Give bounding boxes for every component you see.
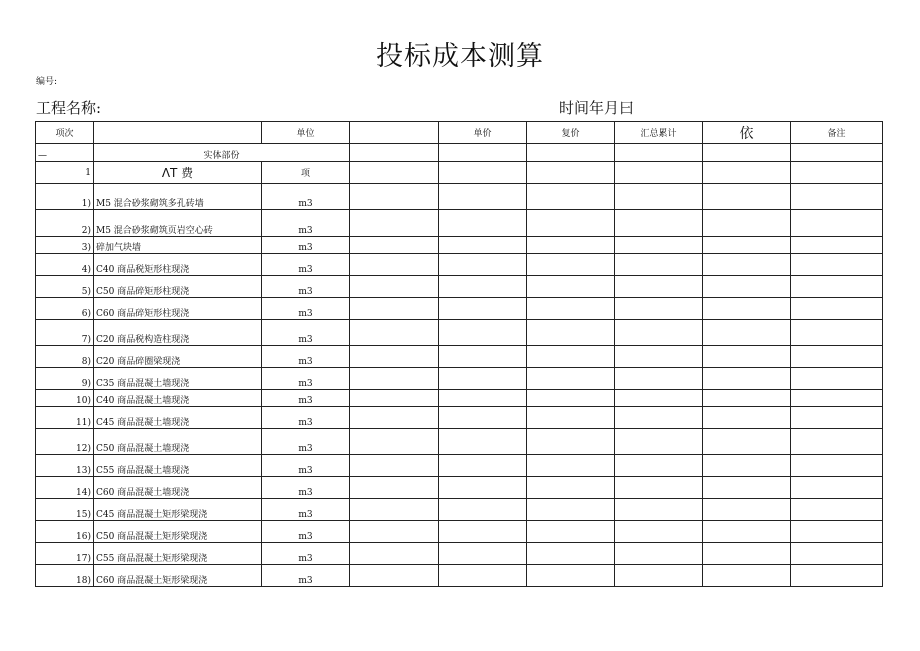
row-empty-cell [527, 390, 615, 407]
row-unit: m3 [262, 237, 350, 254]
row-item-name: C55 商品混凝土墙现浇 [94, 455, 262, 477]
row-empty-cell [791, 346, 883, 368]
table-row [36, 320, 883, 346]
row-item-name: C60 商品混凝土矩形梁现浇 [94, 565, 262, 587]
row-empty-cell [350, 455, 439, 477]
row-empty-cell [527, 477, 615, 499]
row-empty-cell [350, 320, 439, 346]
row-empty-cell [791, 276, 883, 298]
row-empty-cell [439, 346, 527, 368]
row-empty-cell [350, 499, 439, 521]
row-empty-cell [439, 254, 527, 276]
row-item-name: C50 商品混凝土墙现浇 [94, 429, 262, 455]
table-row [36, 521, 883, 543]
row-unit: m3 [262, 565, 350, 587]
row-empty-cell [439, 390, 527, 407]
row-unit: m3 [262, 390, 350, 407]
row-empty-cell [439, 521, 527, 543]
table-row [36, 429, 883, 455]
table-row [36, 298, 883, 320]
header-item-no: 项次 [36, 122, 94, 144]
row-empty-cell [527, 254, 615, 276]
table-row [36, 210, 883, 237]
row-empty-cell [350, 237, 439, 254]
row-empty-cell [527, 429, 615, 455]
row-item-name: C55 商品混凝土矩形梁现浇 [94, 543, 262, 565]
row-empty-cell [791, 477, 883, 499]
row-empty-cell [350, 543, 439, 565]
row-index: 4) [36, 254, 94, 276]
row-index: 8) [36, 346, 94, 368]
table-row [36, 184, 883, 210]
row-item-name: M5 混合砂浆砌筑页岩空心砖 [94, 210, 262, 237]
header-unit: 单位 [262, 122, 350, 144]
row-empty-cell [350, 390, 439, 407]
row-empty-cell [703, 477, 791, 499]
row-index: 3) [36, 237, 94, 254]
table-row [36, 368, 883, 390]
row-item-name: C20 商品税构造柱现浇 [94, 320, 262, 346]
row-empty-cell [791, 565, 883, 587]
row-empty-cell [791, 543, 883, 565]
row-unit: m3 [262, 368, 350, 390]
row-unit: m3 [262, 407, 350, 429]
row-empty-cell [350, 276, 439, 298]
table-row [36, 346, 883, 368]
row-empty-cell [791, 210, 883, 237]
row-index: 5) [36, 276, 94, 298]
row-index: 12) [36, 429, 94, 455]
row-empty-cell [439, 565, 527, 587]
row-empty-cell [350, 565, 439, 587]
row-empty-cell [350, 407, 439, 429]
row-index: 11) [36, 407, 94, 429]
row-empty-cell [615, 210, 703, 237]
header-extra: 依 [703, 122, 791, 144]
row-unit: m3 [262, 499, 350, 521]
row-unit: m3 [262, 429, 350, 455]
row-empty-cell [439, 455, 527, 477]
row-empty-cell [703, 407, 791, 429]
row-empty-cell [615, 565, 703, 587]
row-index: 15) [36, 499, 94, 521]
row-item-name: C35 商品混凝土墙现浇 [94, 368, 262, 390]
row-empty-cell [703, 368, 791, 390]
row-unit: m3 [262, 521, 350, 543]
table-row [36, 499, 883, 521]
row-empty-cell [439, 237, 527, 254]
row-item-name: C20 商品碎圈梁现浇 [94, 346, 262, 368]
row-unit: m3 [262, 455, 350, 477]
row-empty-cell [703, 346, 791, 368]
row-empty-cell [439, 429, 527, 455]
row-item-name: C45 商品混凝土矩形梁现浇 [94, 499, 262, 521]
row-unit: m3 [262, 184, 350, 210]
row-empty-cell [791, 390, 883, 407]
row-empty-cell [527, 320, 615, 346]
table-row [36, 237, 883, 254]
row-empty-cell [439, 320, 527, 346]
row-item-name: C45 商品混凝土墙现浇 [94, 407, 262, 429]
row-empty-cell [439, 477, 527, 499]
row-empty-cell [527, 276, 615, 298]
row-empty-cell [527, 237, 615, 254]
row-empty-cell [350, 477, 439, 499]
row-empty-cell [527, 543, 615, 565]
row-empty-cell [527, 521, 615, 543]
section-index: — [36, 144, 94, 162]
row-index: 1) [36, 184, 94, 210]
row-empty-cell [791, 499, 883, 521]
row-empty-cell [703, 455, 791, 477]
row-empty-cell [791, 320, 883, 346]
row-empty-cell [703, 298, 791, 320]
row-item-name: C40 商品税矩形柱现浇 [94, 254, 262, 276]
row-empty-cell [791, 184, 883, 210]
subsection-name: ΛT 费 [94, 162, 262, 184]
row-empty-cell [439, 210, 527, 237]
row-empty-cell [615, 390, 703, 407]
table-row [36, 543, 883, 565]
row-empty-cell [350, 210, 439, 237]
row-index: 13) [36, 455, 94, 477]
row-index: 16) [36, 521, 94, 543]
row-index: 9) [36, 368, 94, 390]
table-row [36, 455, 883, 477]
row-empty-cell [439, 407, 527, 429]
row-empty-cell [703, 320, 791, 346]
row-empty-cell [350, 346, 439, 368]
cost-table [35, 121, 883, 587]
row-empty-cell [615, 237, 703, 254]
header-unit-price: 单价 [439, 122, 527, 144]
table-row [36, 276, 883, 298]
row-empty-cell [527, 455, 615, 477]
row-unit: m3 [262, 477, 350, 499]
row-unit: m3 [262, 276, 350, 298]
row-empty-cell [439, 499, 527, 521]
table-row [36, 407, 883, 429]
header-remarks: 备注 [791, 122, 883, 144]
row-unit: m3 [262, 320, 350, 346]
row-item-name: M5 混合砂浆砌筑多孔砖墙 [94, 184, 262, 210]
header-cumulative: 汇总累计 [615, 122, 703, 144]
row-empty-cell [791, 407, 883, 429]
row-empty-cell [527, 407, 615, 429]
row-empty-cell [350, 429, 439, 455]
row-empty-cell [703, 521, 791, 543]
row-empty-cell [703, 429, 791, 455]
row-index: 10) [36, 390, 94, 407]
row-empty-cell [615, 407, 703, 429]
row-empty-cell [703, 390, 791, 407]
row-item-name: 碎加气块墙 [94, 237, 262, 254]
subsection-unit: 项 [262, 162, 350, 184]
header-quantity [350, 122, 439, 144]
row-empty-cell [527, 298, 615, 320]
table-row [36, 254, 883, 276]
section-name: 实体部份 [94, 144, 350, 162]
row-index: 7) [36, 320, 94, 346]
row-item-name: C60 商品碎矩形柱现浇 [94, 298, 262, 320]
page-title: 投标成本测算 [376, 41, 544, 72]
row-empty-cell [527, 368, 615, 390]
row-unit: m3 [262, 543, 350, 565]
row-index: 2) [36, 210, 94, 237]
row-item-name: C50 商品碎矩形柱现浇 [94, 276, 262, 298]
row-empty-cell [350, 184, 439, 210]
row-empty-cell [615, 455, 703, 477]
row-unit: m3 [262, 298, 350, 320]
row-empty-cell [350, 368, 439, 390]
row-empty-cell [791, 298, 883, 320]
project-name-label: 工程名称: [36, 99, 102, 117]
row-item-name: C50 商品混凝土矩形梁现浇 [94, 521, 262, 543]
row-empty-cell [703, 499, 791, 521]
row-empty-cell [527, 210, 615, 237]
row-empty-cell [791, 368, 883, 390]
row-empty-cell [527, 499, 615, 521]
row-index: 17) [36, 543, 94, 565]
row-empty-cell [703, 184, 791, 210]
table-row [36, 477, 883, 499]
row-empty-cell [615, 254, 703, 276]
row-item-name: C60 商品混凝土墙现浇 [94, 477, 262, 499]
row-empty-cell [439, 184, 527, 210]
row-empty-cell [350, 298, 439, 320]
row-empty-cell [791, 429, 883, 455]
row-empty-cell [615, 320, 703, 346]
row-empty-cell [703, 237, 791, 254]
row-empty-cell [615, 429, 703, 455]
row-unit: m3 [262, 210, 350, 237]
row-empty-cell [615, 499, 703, 521]
row-empty-cell [615, 477, 703, 499]
row-item-name: C40 商品混凝土墙现浇 [94, 390, 262, 407]
row-empty-cell [791, 237, 883, 254]
code-label: 编号: [36, 77, 58, 87]
table-header-row [36, 122, 883, 144]
row-empty-cell [439, 368, 527, 390]
row-index: 14) [36, 477, 94, 499]
row-empty-cell [615, 298, 703, 320]
row-empty-cell [527, 184, 615, 210]
row-empty-cell [527, 565, 615, 587]
row-empty-cell [350, 254, 439, 276]
subsection-index: 1 [36, 162, 94, 184]
row-empty-cell [703, 276, 791, 298]
row-empty-cell [791, 455, 883, 477]
row-empty-cell [615, 543, 703, 565]
table-row [36, 390, 883, 407]
row-empty-cell [527, 346, 615, 368]
row-unit: m3 [262, 346, 350, 368]
date-label: 时间年月曰 [559, 99, 635, 117]
row-empty-cell [615, 346, 703, 368]
table-row [36, 565, 883, 587]
row-empty-cell [350, 521, 439, 543]
row-empty-cell [439, 543, 527, 565]
row-empty-cell [703, 254, 791, 276]
row-empty-cell [791, 254, 883, 276]
row-empty-cell [439, 298, 527, 320]
row-empty-cell [439, 276, 527, 298]
row-index: 18) [36, 565, 94, 587]
row-empty-cell [615, 276, 703, 298]
row-empty-cell [703, 543, 791, 565]
section-row [36, 144, 883, 162]
row-empty-cell [791, 521, 883, 543]
row-unit: m3 [262, 254, 350, 276]
subsection-row [36, 162, 883, 184]
header-compound-price: 复价 [527, 122, 615, 144]
row-empty-cell [615, 184, 703, 210]
header-name [94, 122, 262, 144]
row-empty-cell [703, 210, 791, 237]
row-index: 6) [36, 298, 94, 320]
row-empty-cell [615, 368, 703, 390]
row-empty-cell [703, 565, 791, 587]
row-empty-cell [615, 521, 703, 543]
